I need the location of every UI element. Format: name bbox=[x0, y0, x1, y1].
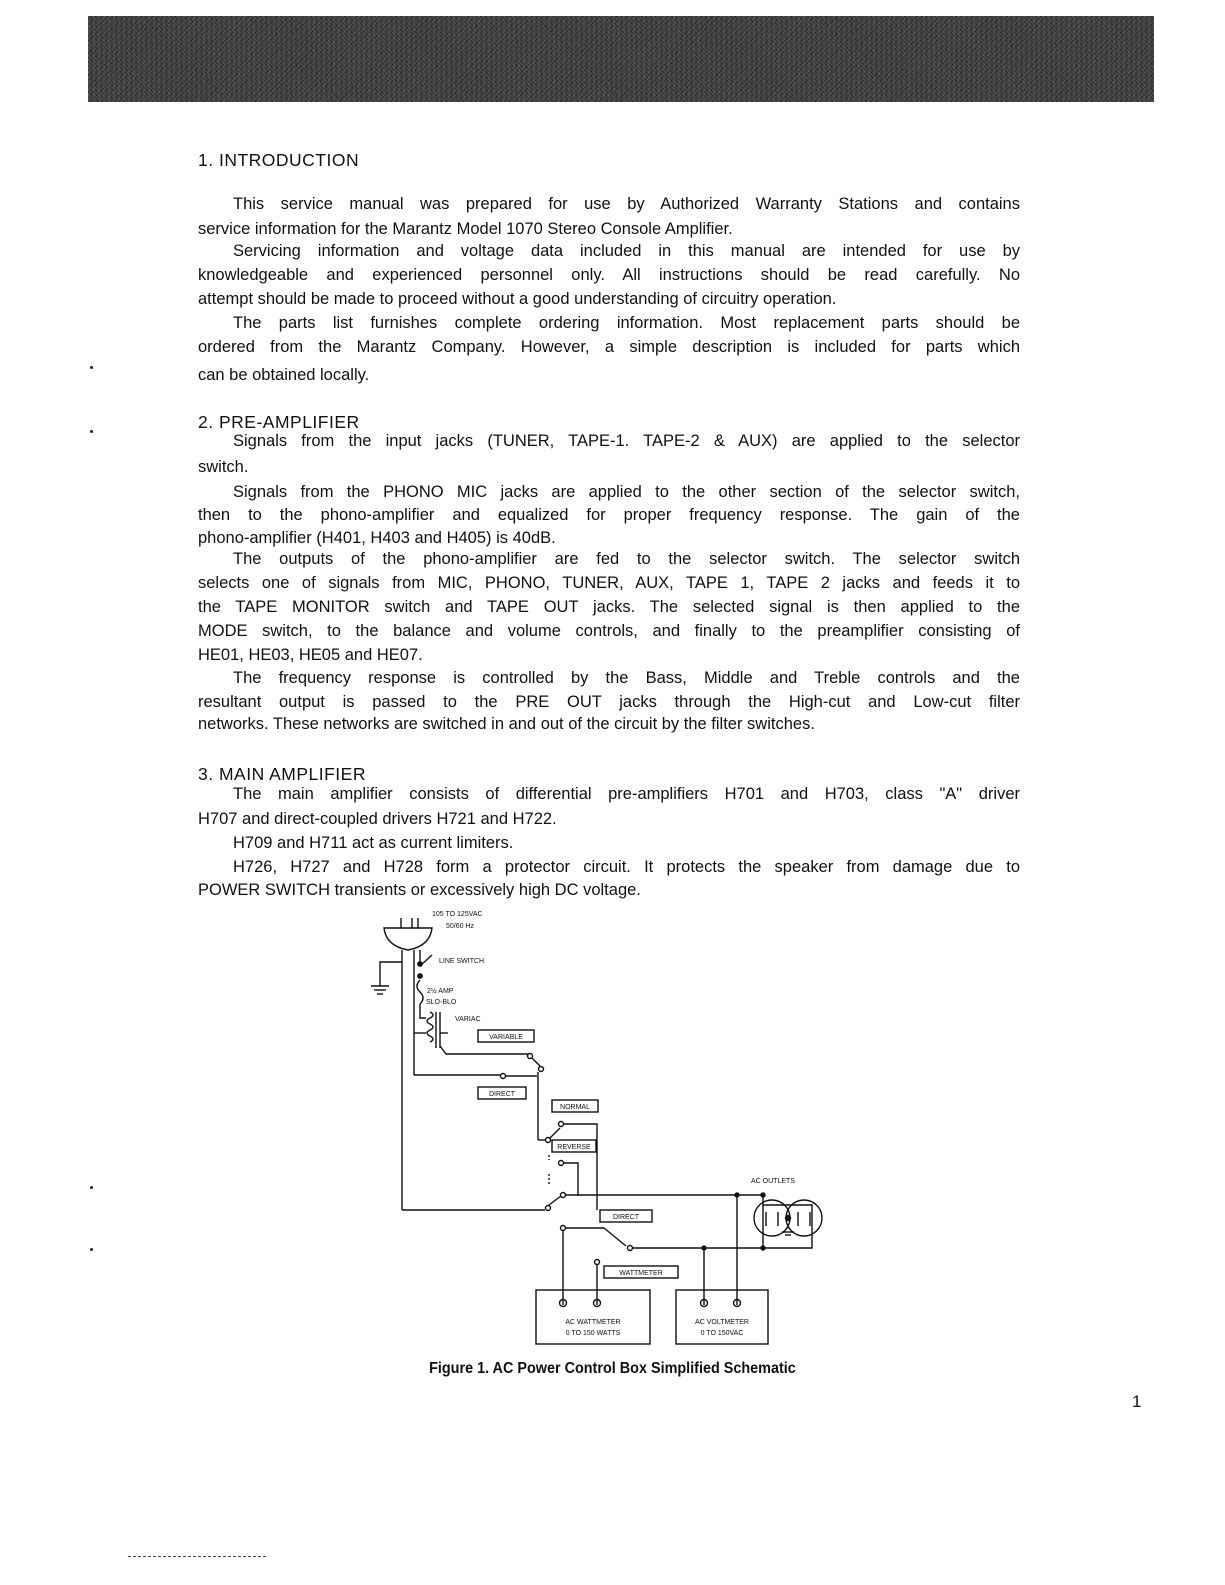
main-line: POWER SWITCH transients or excessively high DC voltage. bbox=[198, 881, 641, 899]
bottom-rule bbox=[128, 1556, 266, 1557]
intro-line: service information for the Marantz Model 1070 Stereo Console Amplifier. bbox=[198, 220, 733, 238]
direct-label-2: DIRECT bbox=[612, 1214, 640, 1221]
scan-dot bbox=[90, 1186, 93, 1189]
section-title-pre-amplifier: 2. PRE-AMPLIFIER bbox=[198, 412, 360, 432]
preamp-line: phono-amplifier (H401, H403 and H405) is 40dB. bbox=[198, 529, 556, 547]
main-line: H707 and direct-coupled drivers H721 and H722. bbox=[198, 810, 557, 828]
preamp-line: HE01, HE03, HE05 and HE07. bbox=[198, 646, 423, 664]
preamp-line: Signals from the input jacks (TUNER, TAPE-1. TAPE-2 & AUX) are applied to the selector bbox=[233, 432, 1020, 450]
page-number: 1 bbox=[1132, 1392, 1142, 1411]
variable-label: VARIABLE bbox=[489, 1034, 523, 1041]
reverse-label: REVERSE bbox=[557, 1144, 591, 1151]
wattmeter-box-line2: 0 TO 150 WATTS bbox=[565, 1330, 621, 1337]
preamp-line: The outputs of the phono-amplifier are fed to the selector switch. The selector switch bbox=[233, 550, 1020, 568]
main-line: H709 and H711 act as current limiters. bbox=[233, 834, 514, 852]
fuse-type-label: SLO-BLO bbox=[426, 999, 457, 1006]
direct-label-1: DIRECT bbox=[488, 1091, 516, 1098]
preamp-line: then to the phono-amplifier and equalized for proper frequency response. The gain of the bbox=[198, 506, 1020, 524]
intro-line: can be obtained locally. bbox=[198, 366, 370, 384]
intro-line: Servicing information and voltage data included in this manual are intended for use by bbox=[233, 242, 1020, 260]
voltmeter-box-line1: AC VOLTMETER bbox=[695, 1319, 749, 1326]
ground-symbol-icon bbox=[371, 986, 389, 994]
ac-outlets-label: AC OUTLETS bbox=[751, 1178, 795, 1185]
preamp-line: The frequency response is controlled by the Bass, Middle and Treble controls and the bbox=[233, 669, 1020, 687]
preamp-line: the TAPE MONITOR switch and TAPE OUT jacks. The selected signal is then applied to the bbox=[198, 598, 1020, 616]
figure-caption: Figure 1. AC Power Control Box Simplified Schematic bbox=[429, 1360, 796, 1377]
intro-line: This service manual was prepared for use by Authorized Warranty Stations and contains bbox=[233, 195, 1020, 213]
scan-dot bbox=[90, 1248, 93, 1251]
main-line: The main amplifier consists of differential pre-amplifiers H701 and H703, class "A" driver bbox=[233, 785, 1020, 803]
line-switch-label: LINE SWITCH bbox=[439, 958, 485, 965]
preamp-line: Signals from the PHONO MIC jacks are applied to the other section of the selector switch, bbox=[233, 483, 1020, 501]
power-plug-icon bbox=[384, 928, 432, 950]
fuse-icon bbox=[417, 980, 423, 1004]
preamp-line: switch. bbox=[198, 458, 249, 476]
supply-voltage-label: 105 TO 125VAC bbox=[432, 911, 483, 918]
supply-frequency-label: 50/60 Hz bbox=[446, 923, 475, 930]
voltmeter-box-line2: 0 TO 150VAC bbox=[700, 1330, 744, 1337]
preamp-line: networks. These networks are switched in and out of the circuit by the filter switches. bbox=[198, 715, 815, 733]
scan-dot bbox=[90, 430, 93, 433]
preamp-line: MODE switch, to the balance and volume controls, and finally to the preamplifier consisting of bbox=[198, 622, 1020, 640]
fuse-rating-label: 2½ AMP bbox=[427, 988, 454, 995]
section-title-introduction: 1. INTRODUCTION bbox=[198, 150, 360, 170]
section-title-main-amplifier: 3. MAIN AMPLIFIER bbox=[198, 764, 366, 784]
preamp-line: selects one of signals from MIC, PHONO, TUNER, AUX, TAPE 1, TAPE 2 jacks and feeds it to bbox=[198, 574, 1020, 592]
variac-coil-icon bbox=[427, 1012, 433, 1042]
intro-line: ordered from the Marantz Company. However, a simple description is included for parts which bbox=[198, 338, 1020, 356]
intro-line: The parts list furnishes complete ordering information. Most replacement parts should be bbox=[233, 314, 1020, 332]
intro-line: attempt should be made to proceed without a good understanding of circuitry operation. bbox=[198, 290, 837, 308]
wattmeter-label: WATTMETER bbox=[619, 1270, 663, 1277]
preamp-line: resultant output is passed to the PRE OUT jacks through the High-cut and Low-cut filter bbox=[198, 693, 1020, 711]
normal-label: NORMAL bbox=[560, 1104, 590, 1111]
intro-line: knowledgeable and experienced personnel only. All instructions should be read carefully. No bbox=[198, 266, 1020, 284]
variac-label: VARIAC bbox=[455, 1016, 481, 1023]
outlet-ground-icon bbox=[782, 1232, 794, 1235]
wattmeter-box-line1: AC WATTMETER bbox=[565, 1319, 621, 1326]
main-line: H726, H727 and H728 form a protector circuit. It protects the speaker from damage due to bbox=[233, 858, 1020, 876]
scan-dot bbox=[90, 366, 93, 369]
